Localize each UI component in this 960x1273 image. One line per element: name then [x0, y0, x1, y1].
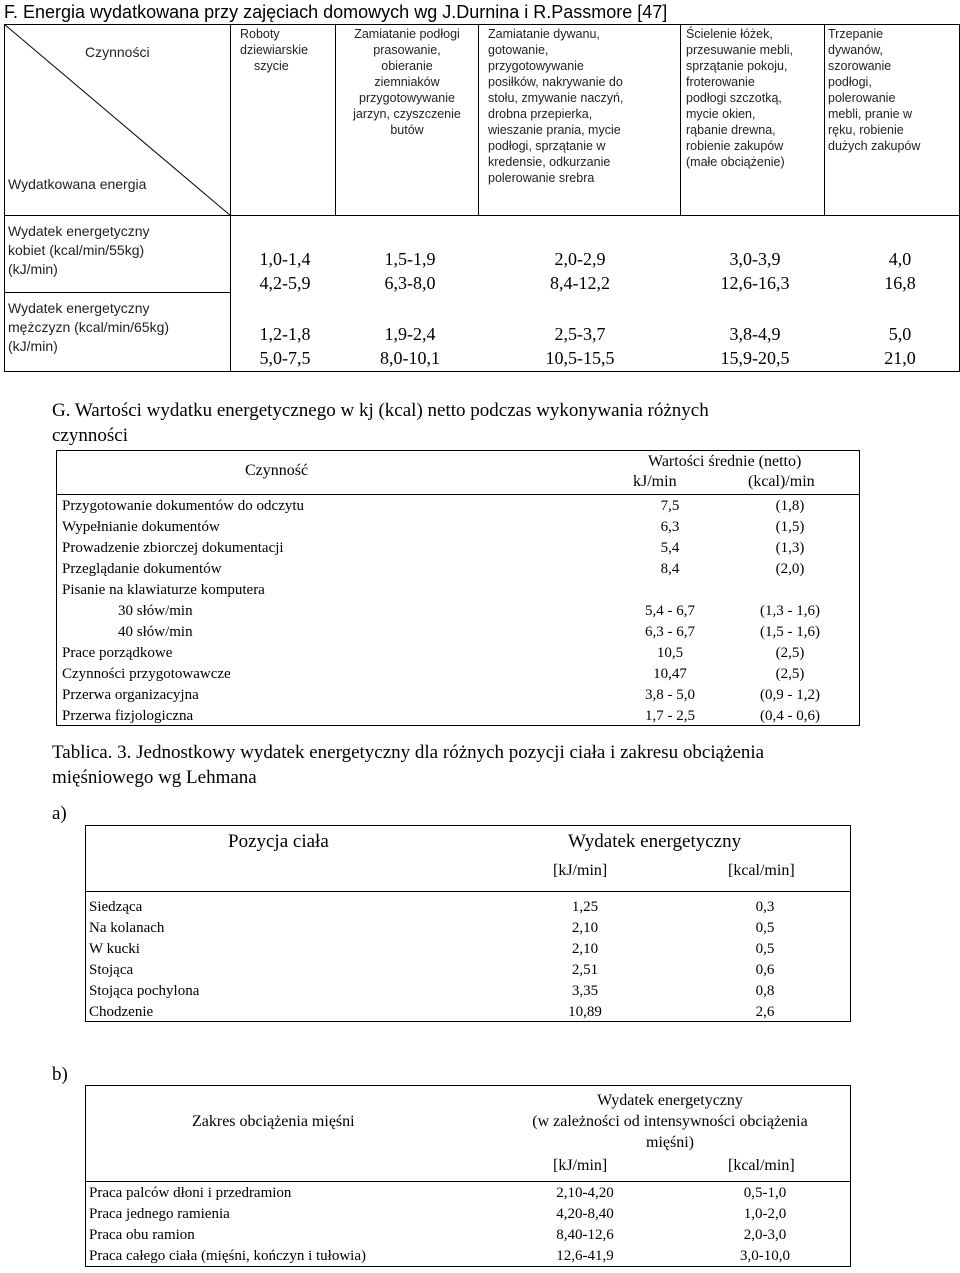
header-energy-intensity: Wydatek energetyczny (w zależności od intensywności obciążenia mięśni) — [532, 1092, 808, 1151]
unit-kcal-b: [kcal/min] — [728, 1157, 795, 1174]
row-kcal: 3,0-10,0 — [740, 1248, 790, 1264]
row-kcal: (0,9 - 1,2) — [760, 687, 820, 703]
row-kcal: 0,6 — [755, 962, 775, 978]
header-kcal-per-min: (kcal)/min — [748, 473, 815, 490]
header-activity: Czynność — [245, 462, 309, 479]
row-label: Przerwa fizjologiczna — [62, 708, 194, 724]
row-kcal: (2,5) — [775, 666, 805, 682]
row-label: W kucki — [89, 941, 140, 957]
row-kcal: 0,5 — [755, 920, 775, 936]
women-value-2: 1,5-1,9 6,3-8,0 — [384, 249, 436, 293]
men-value-1: 1,2-1,8 5,0-7,5 — [259, 324, 311, 368]
row-kcal: 2,0-3,0 — [743, 1227, 787, 1243]
row-kcal: 0,5-1,0 — [743, 1185, 787, 1201]
unit-kj: [kJ/min] — [553, 862, 608, 879]
row-label: Praca palców dłoni i przedramion — [89, 1185, 292, 1201]
row-kj: 1,7 - 2,5 — [645, 708, 695, 724]
unit-kj-b: [kJ/min] — [553, 1157, 608, 1174]
row-kj: 12,6-41,9 — [556, 1248, 614, 1264]
header-kj-per-min: kJ/min — [633, 473, 677, 490]
row-label: 40 słów/min — [118, 624, 193, 640]
unit-kcal: [kcal/min] — [728, 862, 795, 879]
row-label: Pisanie na klawiaturze komputera — [62, 582, 265, 598]
section-f-title: F. Energia wydatkowana przy zajęciach domowych wg J.Durnina i R.Passmore [47] — [4, 2, 668, 22]
row-label: Stojąca pochylona — [89, 983, 200, 999]
row-label: Przeglądanie dokumentów — [62, 561, 222, 577]
row-label: Wypełnianie dokumentów — [62, 519, 220, 535]
row-kcal: 2,6 — [755, 1004, 775, 1020]
row-kj: 2,10-4,20 — [556, 1185, 614, 1201]
row-kj: 10,47 — [653, 666, 687, 682]
row-kcal: (1,5 - 1,6) — [760, 624, 820, 640]
men-value-3: 2,5-3,7 10,5-15,5 — [545, 324, 615, 368]
row-kcal: (1,3 - 1,6) — [760, 603, 820, 619]
row-kj: 6,3 - 6,7 — [645, 624, 695, 640]
header-average-values: Wartości średnie (netto) — [648, 453, 802, 470]
row-kcal: 0,5 — [755, 941, 775, 957]
row-kcal: 0,8 — [755, 983, 775, 999]
women-value-4: 3,0-3,9 12,6-16,3 — [720, 249, 790, 293]
row-kj: 2,51 — [571, 962, 599, 978]
row-kj: 10,89 — [568, 1004, 602, 1020]
row-kj: 1,25 — [571, 899, 599, 915]
table3b-marker: b) — [52, 1064, 68, 1085]
row-label: Przerwa organizacyjna — [62, 687, 199, 703]
men-value-4: 3,8-4,9 15,9-20,5 — [720, 324, 790, 368]
row-kj: 10,5 — [656, 645, 684, 661]
row-label: Praca jednego ramienia — [89, 1206, 230, 1222]
row-kj: 8,4 — [660, 561, 680, 577]
header-col-3: Zamiatanie dywanu, gotowanie, przygotowywanie posiłków, nakrywanie do stołu, zmywanie naczyń, drobna przepierka, wieszanie prania, mycie podłogi, sprzątanie w kredensie, odkurzanie polerowanie srebra — [488, 27, 624, 185]
row-label: Przygotowanie dokumentów do odczytu — [62, 498, 305, 514]
table3-title: Tablica. 3. Jednostkowy wydatek energetyczny dla różnych pozycji ciała i zakresu obciążenia mięśniowego wg Lehmana — [52, 742, 765, 788]
header-energy: Wydatek energetyczny — [568, 831, 742, 852]
row-kj: 7,5 — [660, 498, 680, 514]
women-value-1: 1,0-1,4 4,2-5,9 — [259, 249, 311, 293]
row-label: Siedząca — [89, 899, 143, 915]
row-kcal: 0,3 — [755, 899, 775, 915]
row-kj: 3,35 — [571, 983, 599, 999]
row-kj: 3,8 - 5,0 — [645, 687, 695, 703]
row-kj: 6,3 — [660, 519, 680, 535]
row-kj: 4,20-8,40 — [556, 1206, 614, 1222]
row-kcal: (1,5) — [775, 519, 805, 535]
row-kcal: (1,8) — [775, 498, 805, 514]
row-label: Praca całego ciała (mięśni, kończyn i tułowia) — [89, 1248, 366, 1264]
row-label: Na kolanach — [89, 920, 165, 936]
row-label: 30 słów/min — [118, 603, 193, 619]
corner-top-label: Czynności — [85, 44, 150, 60]
header-col-2: Zamiatanie podłogi prasowanie, obieranie ziemniaków przygotowywanie jarzyn, czyszczenie butów — [353, 27, 461, 137]
header-col-5: Trzepanie dywanów, szorowanie podłogi, polerowanie mebli, pranie w ręku, robienie dużych zakupów — [828, 27, 921, 153]
row-kj: 2,10 — [571, 920, 599, 936]
row-label: Chodzenie — [89, 1004, 154, 1020]
row-label: Prace porządkowe — [62, 645, 173, 661]
row-kcal: (2,0) — [775, 561, 805, 577]
row-label: Praca obu ramion — [89, 1227, 195, 1243]
women-value-5: 4,0 16,8 — [884, 249, 916, 293]
row-label: Czynności przygotowawcze — [62, 666, 231, 682]
row-kcal: 1,0-2,0 — [743, 1206, 787, 1222]
table3a-marker: a) — [52, 803, 67, 824]
women-value-3: 2,0-2,9 8,4-12,2 — [550, 249, 610, 293]
row-kj: 5,4 — [660, 540, 680, 556]
row-kcal: (0,4 - 0,6) — [760, 708, 820, 724]
row-kcal: (2,5) — [775, 645, 805, 661]
men-value-5: 5,0 21,0 — [884, 324, 916, 368]
corner-bottom-label: Wydatkowana energia — [8, 176, 147, 192]
header-col-1: Roboty dziewiarskie szycie — [240, 27, 309, 73]
section-g-title: G. Wartości wydatku energetycznego w kj (kcal) netto podczas wykonywania różnych czynności — [52, 400, 709, 446]
men-value-2: 1,9-2,4 8,0-10,1 — [380, 324, 440, 368]
header-body-position: Pozycja ciała — [228, 831, 329, 852]
header-muscle-range: Zakres obciążenia mięśni — [192, 1113, 355, 1130]
row-kj: 8,40-12,6 — [556, 1227, 614, 1243]
row-label: Prowadzenie zbiorczej dokumentacji — [62, 540, 284, 556]
row-kcal: (1,3) — [775, 540, 805, 556]
row-women-label: Wydatek energetyczny kobiet (kcal/min/55kg) (kJ/min) — [8, 223, 150, 277]
header-col-4: Ścielenie łóżek, przesuwanie mebli, sprzątanie pokoju, froterowanie podłogi szczotką, mycie okien, rąbanie drewna, robienie zakupów (małe obciążenie) — [686, 27, 793, 169]
row-kj: 2,10 — [571, 941, 599, 957]
row-men-label: Wydatek energetyczny mężczyzn (kcal/min/65kg) (kJ/min) — [8, 300, 170, 354]
row-kj: 5,4 - 6,7 — [645, 603, 695, 619]
row-label: Stojąca — [89, 962, 134, 978]
